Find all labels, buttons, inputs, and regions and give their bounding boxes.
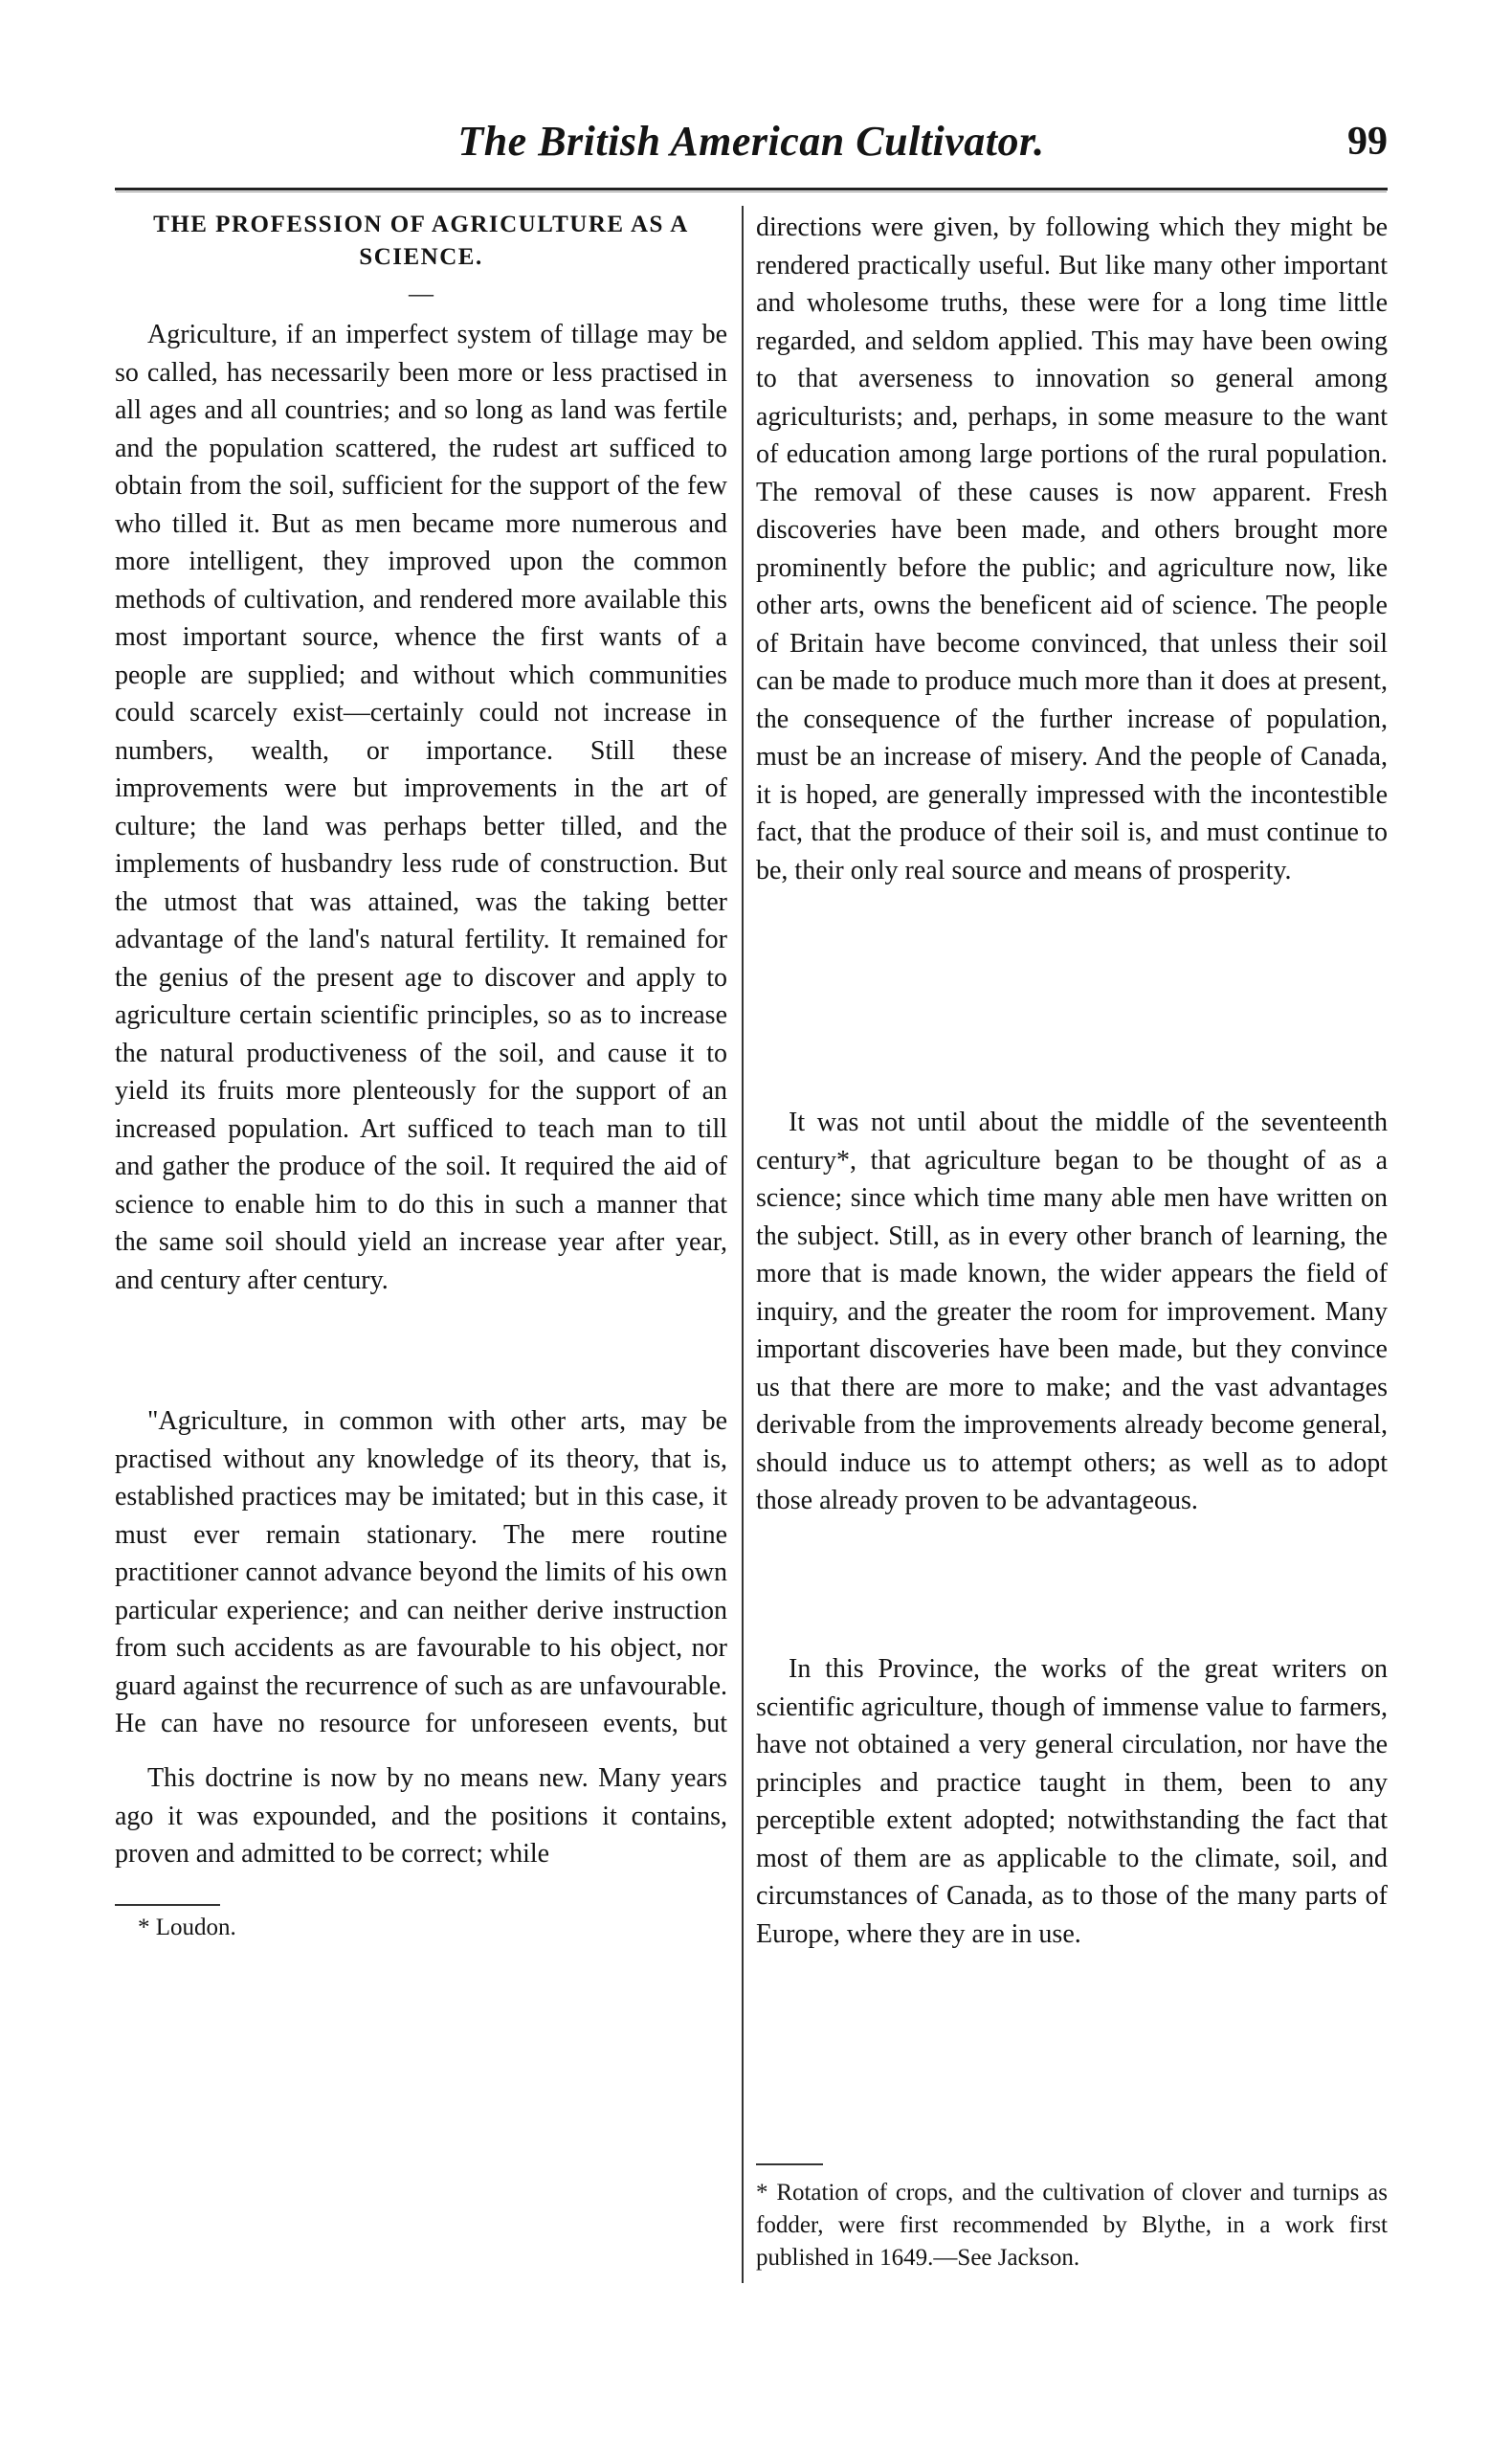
page-number: 99 [1347,120,1388,164]
article-title: THE PROFESSION OF AGRICULTURE AS A SCIENCE. [153,212,689,270]
right-column [756,209,1388,2296]
running-head [115,113,1388,180]
paragraph-quotation: "Agriculture, in common with other arts, may be practised without any knowledge of its theory, that is, established practices may be imitated; but in this case, it must ever remain stationary. The mere routine practitioner cannot advance beyond the limits of his own particular experience; and can neither derive instruction from such accidents as are favourable to his object, nor guard against the recurrence of such as are unfavourable. He can have no resource for unforeseen events, but [115,1406,727,1738]
footnote-rule [756,2163,823,2165]
running-title: The British American Cultivator. [457,118,1045,165]
paragraph: directions were given, by following which they might be rendered practically useful. But like many other important and wholesome truths, these were for a long time little regarded, and seldom applied. This may have been owing to that averseness to innovation so general among agriculturists; and, perhaps, in some measure to the want of education among large portions of the rural population. The removal of these causes is now apparent. Fresh discoveries have been made, and others brought more prominently before the public; and agriculture now, like other arts, owns the beneficent aid of science. The people of Britain have become convinced, that unless their soil can be made to produce much more than it does at present, the consequence of the further increase of population, must be an increase of misery. And the people of Canada, it is hoped, are generally impressed with the incontestible fact, that the produce of their soil is, and must continue to be, their only real source and means of prosperity. [756,213,1388,885]
column-divider [742,206,744,2283]
footnote: * Loudon. [138,1915,236,1940]
header-rule [115,188,1388,190]
footnote: * Rotation of crops, and the cultivation of clover and turnips as fodder, were first recommended by Blythe, in a work first published in 1649.—See Jackson. [756,2180,1388,2271]
title-dash: — [409,280,434,307]
paragraph: Agriculture, if an imperfect system of tillage may be so called, has necessarily been more or less practised in all ages and all countries; and so long as land was fertile and the population scattered, the rudest art sufficed to obtain from the soil, sufficient for the support of the few who tilled it. But as men became more numerous and more intelligent, they improved upon the common methods of cultivation, and rendered more available this most important source, whence the first wants of a people are supplied; and without which communities could scarcely exist—certainly could not increase in numbers, wealth, or importance. Still these improvements were but improvements in the art of culture; the land was perhaps better tilled, and the implements of husbandry less rude of construction. But the utmost that was attained, was the taking better advantage of the land's natural fertility. It remained for the genius of the present age to discover and apply to agriculture certain scientific principles, so as to increase the natural productiveness of the soil, and cause it to yield its fruits more plenteously for the support of an increased population. Art sufficed to teach man to till and gather the produce of the soil. It required the aid of science to enable him to do this in such a manner that the same soil should yield an increase year after year, and century after century. [115,320,727,1295]
paragraph: It was not until about the middle of the seventeenth century*, that agriculture began to be thought of as a science; since which time many able men have written on the subject. Still, as in every other branch of learning, the more that is made known, the wider appears the field of inquiry, and the greater the room for improvement. Many important discoveries have been made, but they convince us that there are more to make; and the vast advantages derivable from the improvements already become general, should induce us to attempt others; as well as to adopt those already proven to be advantageous. [756,1108,1388,1515]
paragraph: This doctrine is now by no means new. Many years ago it was expounded, and the positions it contains, proven and admitted to be correct; while [115,1763,727,1869]
footnote-rule [115,1904,220,1906]
left-column [115,209,727,1944]
paragraph: In this Province, the works of the great writers on scientific agriculture, though of immense value to farmers, have not obtained a very general circulation, nor have the principles and practice taught in them, been to any perceptible extent adopted; notwithstanding the fact that most of them are as applicable to the climate, soil, and circumstances of Canada, as to those of the many parts of Europe, where they are in use. [756,1654,1388,1949]
